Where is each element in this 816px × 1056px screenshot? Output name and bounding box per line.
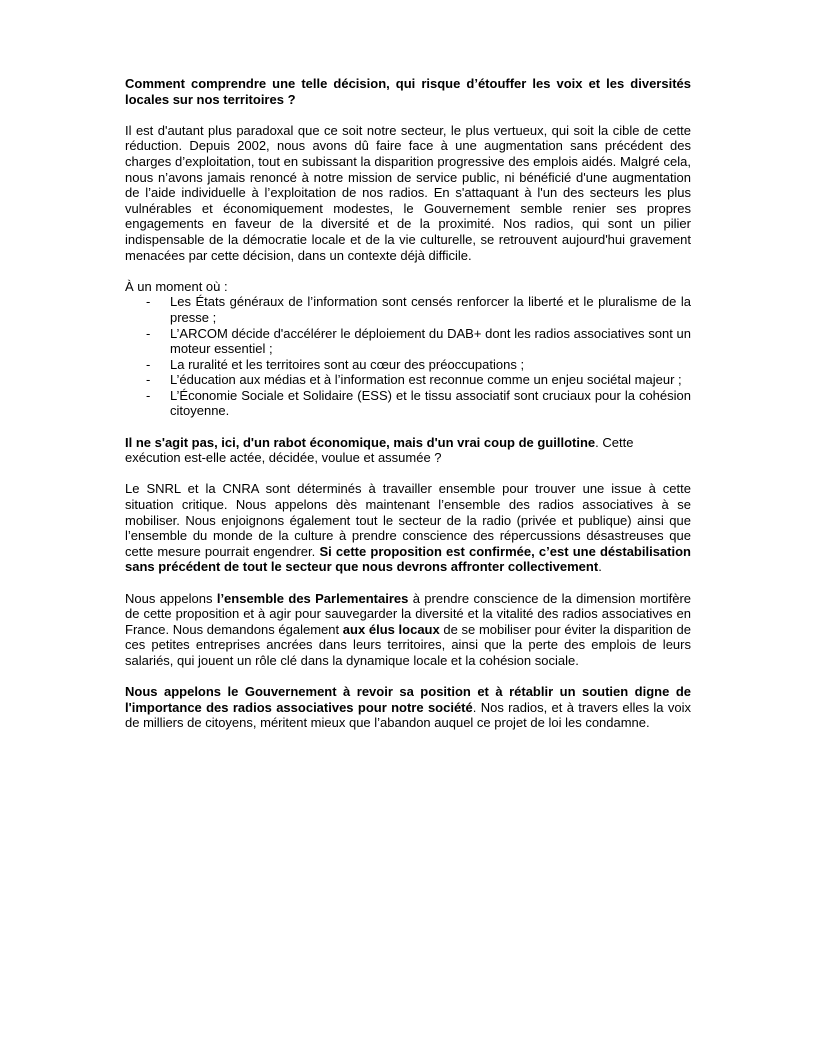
section-heading: Comment comprendre une telle décision, qui risque d’étouffer les voix et les diversités locales sur nos territoires ? (125, 76, 691, 107)
paragraph-guillotine (125, 435, 691, 466)
list-item-text: L’Économie Sociale et Solidaire (ESS) et le tissu associatif sont cruciaux pour la cohésion citoyenne. (170, 387, 691, 419)
list-item-text: L’éducation aux médias et à l’information est reconnue comme un enjeu sociétal majeur ; (170, 372, 682, 388)
list-item-text: La ruralité et les territoires sont au cœur des préoccupations ; (170, 356, 525, 372)
document-page (125, 76, 691, 747)
guillotine-statement: Il ne s'agit pas, ici, d'un rabot économique, mais d'un vrai coup de guillotine (125, 434, 596, 450)
elus-locaux-emphasis: aux élus locaux (342, 621, 440, 637)
parlementaires-emphasis: l’ensemble des Parlementaires (216, 590, 409, 606)
list-item (125, 372, 691, 388)
paragraph-gouvernement (125, 684, 691, 731)
list-item (125, 326, 691, 357)
list-item (125, 357, 691, 373)
gouvernement-emphasis: Nous appelons le Gouvernement à revoir sa position et à rétablir un soutien digne de l'importance des radios associatives pour notre société (125, 684, 691, 715)
guillotine-question: . Cette exécution est-elle actée, décidée, voulue et assumée ? (125, 434, 634, 466)
mobilisation-emphasis: Si cette proposition est confirmée, c’est une déstabilisation sans précédent de tout le secteur que nous devrons affronter collectivement (125, 543, 691, 575)
list-item (125, 294, 691, 325)
mobilisation-text: Le SNRL et la CNRA sont déterminés à travailler ensemble pour trouver une issue à cette situation critique. Nous appelons dès maintenant l’ensemble des radios associatives à se mobiliser. Nous enjoignons également tout le secteur de la radio (privée et publique) ainsi que l’ensemble du monde de la culture à prendre conscience des répercussions désastreuses que cette mesure pourrait engendrer. (125, 481, 691, 559)
list-item (125, 388, 691, 419)
list-dash: - (146, 356, 151, 372)
list-dash: - (146, 372, 151, 388)
parlementaires-text-c: à prendre conscience de la dimension mortifère de cette proposition et à agir pour sauvegarder la diversité et la vitalité des radios associatives en France. Nous demandons également (125, 590, 692, 637)
list-intro: À un moment où : (125, 278, 228, 294)
list-item-text: Les États généraux de l’information sont censés renforcer la liberté et le pluralisme de la presse ; (170, 294, 691, 325)
gouvernement-text: . Nos radios, et à travers elles la voix de milliers de citoyens, méritent mieux que l’abandon auquel ce projet de loi les condamne. (125, 699, 691, 731)
list-dash: - (146, 387, 151, 403)
context-list (125, 294, 691, 419)
parlementaires-text-e: de se mobiliser pour éviter la disparition de ces petites entreprises ancrées dans leurs territoires, ainsi que la perte des emplois de leurs salariés, qui jouent un rôle clé dans la dynamique locale et la cohésion sociale. (125, 621, 691, 668)
list-dash: - (146, 294, 151, 310)
parlementaires-text-a: Nous appelons (125, 590, 217, 606)
paragraph-parlementaires (125, 591, 691, 669)
list-dash: - (146, 325, 151, 341)
paragraph-mobilisation (125, 481, 691, 575)
list-item-text: L’ARCOM décide d'accélérer le déploiement du DAB+ dont les radios associatives sont un moteur essentiel ; (170, 325, 691, 357)
mobilisation-end: . (598, 559, 602, 575)
paragraph-paradox: Il est d'autant plus paradoxal que ce soit notre secteur, le plus vertueux, qui soit la cible de cette réduction. Depuis 2002, nous avons dû faire face à une augmentation sans précédent des charges d’exploitation, tout en subissant la disparition progressive des emplois aidés. Malgré cela, nous n’avons jamais renoncé à notre mission de service public, ni bénéficié d'une augmentation de l’aide individuelle à l’exploitation de nos radios. En s'attaquant à l'un des secteurs les plus vulnérables et économiquement modestes, le Gouvernement semble renier ses propres engagements en faveur de la diversité et de la proximité. Nos radios, qui sont un pilier indispensable de la démocratie locale et de la vie culturelle, se retrouvent aujourd'hui gravement menacées par cette décision, dans un contexte déjà difficile. (125, 122, 691, 263)
